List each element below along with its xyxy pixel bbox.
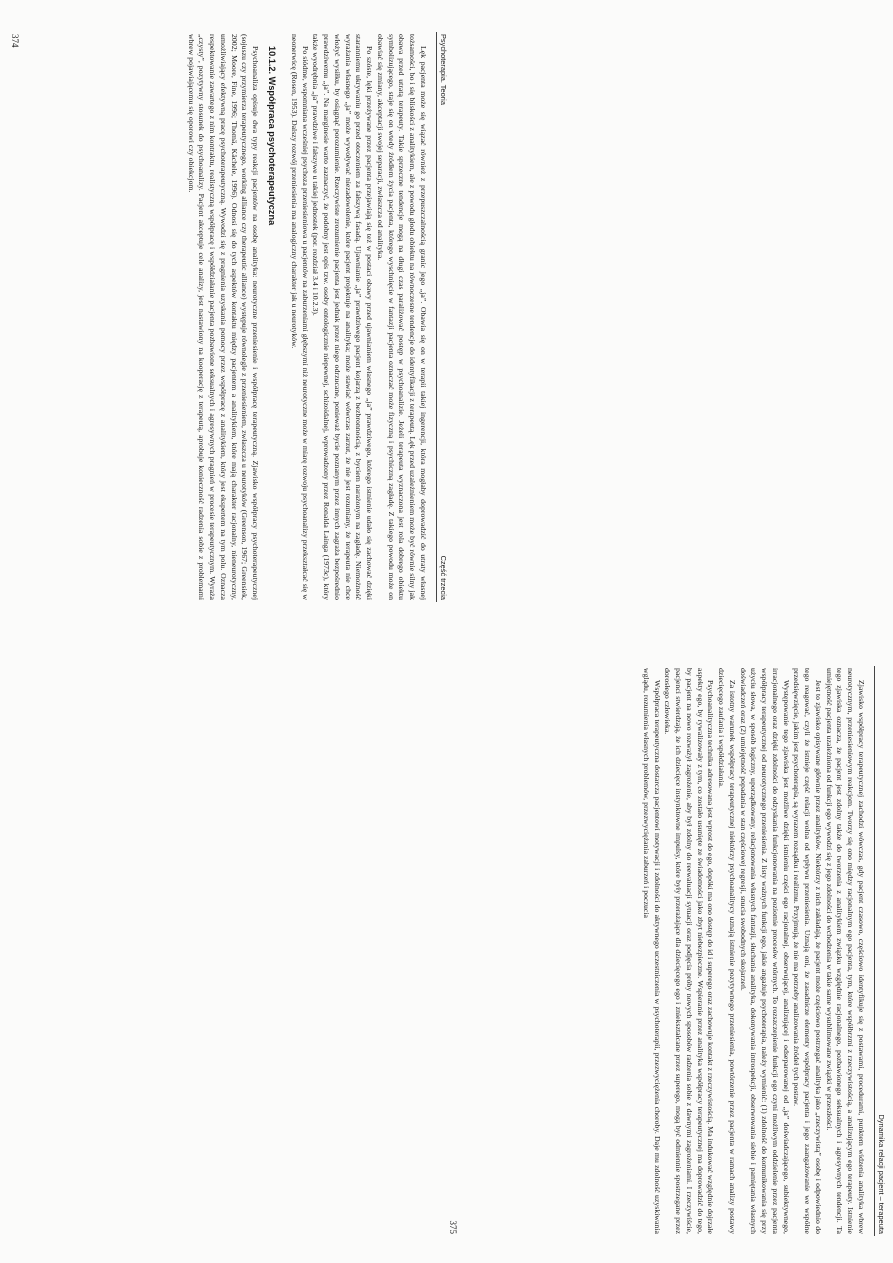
running-head-title: Psychoterapia. Teoria — [439, 34, 448, 105]
paragraph: Lęk pacjenta może się wiązać również z przepuszczalnością granic jego „ja”. Obawia się on w terapii takiej ingerencji, która mogłaby doprowadzić do utraty własnej tożsamości, bo i się bliskości z analitykiem, ale z powodu głodu obiektu na równoczesne tendencje do identyfikacji z terapeutą. Lęk przed uzależnieniem może być równie silny jak obawa przed utratą terapeuty. Takie sprzeczne tendencje mogą na długi czas paraliżować postęp w psychoanalizie. Jeżeli terapeuta wyznaczona jest rola dobrego obiektu symbolizującego, staje się on wtedy źródłem życia pacjenta, którego wyschnięcie w fantazji pacjenta oznaczać może fizyczną i psychiczną zagładę. Z takiego powodu może on obawiać się zmiany, akceptacji swojej separacji, zwłaszcza od analityka. — [376, 34, 428, 600]
page-number: 374 — [10, 34, 20, 48]
running-head-left-page — [436, 32, 448, 602]
page-number: 375 — [448, 1220, 458, 1234]
paragraph: Psychoanalityczna technika adresowana jest wprost do ego, dopóki ma ono dostęp do id i superego oraz zachowuje kontakt z rzeczywistością. Ma indukować względnie dojrzałe aspekty ego, by rywalizowały z tym, co zostało usunięte ze świadomości jako zbyt niebezpieczne. Wspieranie przez analityka współpracy terapeutycznej ma doprowadzić do tego, by pacjent na nowo rozważył zagrożenie, aby był zdolny do reewaluacji sytuacji oraz podjęcia próby nowych sposobów radzenia sobie z dawnymi zagrożeniami. I rzeczywiście, pacjenci stwierdzają, że ich dziecięce instynktowne impulsy, które były przerażające dla dziecięcego ego i zniekształcane przez superego, mogą być odmiennie spostrzegane przez dorosłego człowieka. — [663, 668, 716, 1234]
left-page — [8, 32, 448, 602]
paragraph: Zjawisko współpracy terapeutycznej zachodzi wówczas, gdy pacjent czasowo, częściowo identyfikuje się z postawami, procedurami, punktem widzenia analityka wbrew neurotycznym, przeniesieniowym reakcjom. Tworzy się ono między racjonalnym ego pacjenta, tym, które współbrzmi z rzeczywistością, a analizującym ego terapeuty. Istnienie tego zjawiska oznacza, że pacjent jest zdolny także do tworzenia z analitykiem związku względnie racjonalnego, pozbawionego seksualnych i agresywnych tendencji. Ta umiejętność pacjenta uzależniona od funkcji ego wywodzi się z jego zdolności do wchodzenia w takie same wysublimowane związki w przeszłości. — [824, 668, 866, 1234]
running-head-right-page — [874, 666, 886, 1236]
section-heading: 10.1.2. Współpraca psychoterapeutyczna — [267, 46, 278, 226]
running-head-part: Część trzecia — [439, 555, 448, 600]
left-page-body — [185, 32, 428, 602]
paragraph: Współpraca terapeutyczna dostarcza pacjentowi motywacji i zdolności do aktywnego uczestniczenia w psychoterapii, przezwyciężenia choroby. Daje mu zdolność uzyskiwania wglądu, rozumienia własnych problemów, przezwyciężania zaburzeń i poczucia — [642, 668, 662, 1234]
paragraph: Występowanie tego zjawiska jest możliwe dzięki istnieniu części ego racjonalnej, obserwującej, analizującej i odseparowanej od „ja” doświadczającego, subiektywnego, irracjonalnego oraz dzięki zdolności do odzyskania funkcjonowania na poziomie procesów wtórnych. To rozszczepienie funkcji ego czyni możliwym oddzielenie przez pacjenta współpracy terapeutycznej od neurotycznego przeniesienia. Z listy ważnych funkcji ego, jakie angażuje psychoterapia, należy wymienić: (1) zdolność do komunikowania się przy użyciu słowa, w sposób logiczny, uporządkowany, relacjonowania własnych fantazji, słuchania analityka, dokonywania introspekcji, obserwowania siebie i pamiętania własnych doświadczeń oraz (2) umiejętność popadania w stan częściowej regresji, snucia swobodnych skojarzeń. — [738, 668, 791, 1234]
right-page-body — [640, 666, 866, 1236]
right-page — [446, 666, 886, 1236]
paragraph: Po siódme, wspomniana wcześniej psychoza przeniesieniowa u pacjentów na zaburzeniami głębszymi niż neurotyczne może w miarę rozwoju psychoanalizy przekształcać się w neonerwicę (Rosen, 1953). Dalszy rozwój przeniesienia ma analogiczny charakter jak u neurotyków. — [290, 34, 310, 600]
running-head-title: Dynamika relacji pacjent – terapeuta — [877, 1114, 886, 1234]
paragraph: Za istotny warunek współpracy terapeutycznej niektórzy psychoanalitycy uznają istnienie pozytywnego przeniesienia, powtórzenie przez pacjenta w ramach analizy postawy dziecięcego zaufania i współdziałania. — [717, 668, 737, 1234]
paragraph: Psychoanaliza opisuje dwa typy reakcji pacjentów na osobę analityka: neurotyczne przeniesienie i współpracę terapeutyczną. Zjawisko współpracy psychoterapeutycznej (sojuszu czy przymierza terapeutycznego, working alliance czy therapeutic alliance) występuje równolegle z przeniesieniem, zwłaszcza u neurotyków (Greenson, 1967; Greensiek, 2002; Moore, Fine, 1996; Thomä, Kächele, 1996). Odnosi się do tych aspektów kontaktu między pacjentem a analitykiem, które mają charakter racjonalny, nieneurotyczny, umożliwiający efektywną pracę psychoterapeutyczną. Wywodzi się z pragnienia uzyskania pomocy przez współpracę z analitykiem, który jest ekspertem na tym polu. Oznacza respektowanie zawartego z nim kontraktu, realistyczną współpracę i współdziałanie pacjenta pozbawione seksualnych i agresywnych pragnień w procesie terapeutycznym. Wyraża „czysty”, pozytywny stosunek do psychoanalizy. Pacjent akceptuje cele analizy, jest nastawiony na kooperację z terapeutą, aprobuje konieczność radzenia sobie z problemami wbrew pojawiającemu się oporowi czy obiekcjom. — [186, 34, 261, 600]
paragraph: Po szóste, lęki przeżywane przez pacjenta przejawiają się też w postaci obawy przed ujawnianiem własnego „ja” prawdziwego, którego istnienie udało się zachować dzięki staranniemu ukrywaniu go przed otoczeniem za fałszywą fasadą. Ujawnianie „ja” prawdziwego pacjent kojarzą z bezbronnością, z byciem narażonym na zagładę. Niemożność wyrażania własnego „ja” może wywoływać niezadowolenie, które pacjent projektuje na analityka; może stawiać wówczas zarzut, że nie jest rozumiany, że terapeuta nie chce włożyć wysiłku, by osiągnąć porozumienie. Rzeczywiste zrozumienie pacjenta jest jednak przez niego odrzucane, ponieważ bycie poznanym przez innych zagraża bezpośrednio prawdziwemu „ja”. Na marginesie warto zaznaczyć, że podobny jest opis tzw. osoby ontologicznie niepewnej, schizoidalnej, wprowadzony przez Ronalda Lainga (1973c), który także wyodrębnia „ja” prawdziwe i fałszywe u takiej jednostek (por. rozdział 3.4 i 10.2.3). — [311, 34, 375, 600]
paragraph: Jest to zjawisko opisywane głównie przez analityków. Niektórzy z nich zakładają, że pacjent może częściowo postrzegać analityka jako „rzeczywistą” osobę i odpowiednio do tego reagować, czyli że istnieje część relacji wolna od wpływu przeniesienia. Uznają oni, że zasadnicze elementy współpracy pacjenta i jego zaangażowanie we współne przedsięwzięcie, jakim jest psychoterapia, są wyrazem rozsądku i realizmu. Przyjmują, że nie ma potrzeby analizowania źródeł tych postaw. — [792, 668, 823, 1234]
